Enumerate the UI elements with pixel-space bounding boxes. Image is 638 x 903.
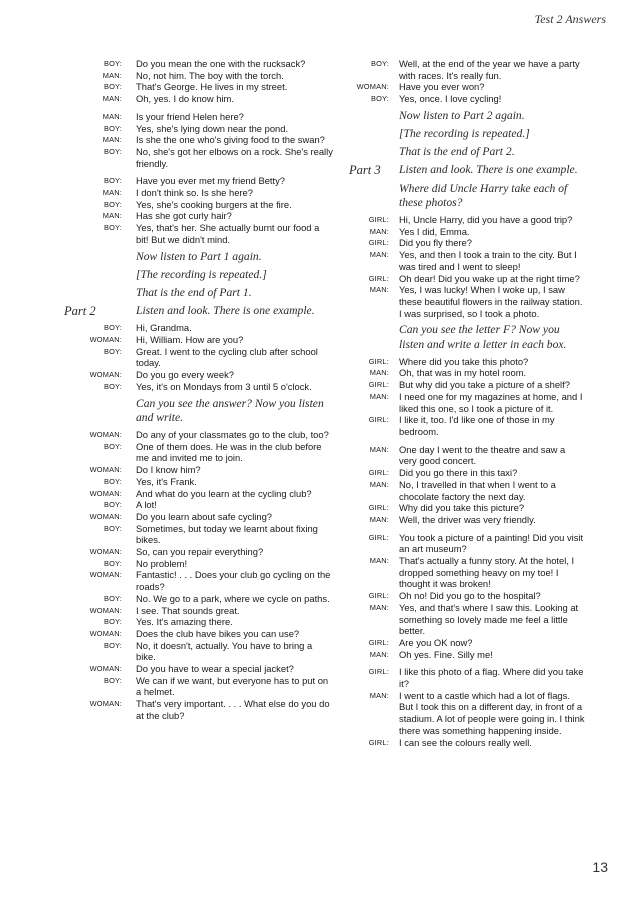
dialogue-text: We can if we want, but everyone has to put on a helmet.: [136, 674, 329, 698]
dialogue-line: [353, 467, 585, 479]
instruction-text: [353, 323, 585, 351]
speaker-label: BOY:: [103, 381, 122, 391]
dialogue-text: Have you ever met my friend Betty?: [136, 175, 286, 187]
dialogue-text: Yes, she's cooking burgers at the fire.: [136, 198, 292, 210]
dialogue-line: [353, 81, 585, 93]
dialogue-text: I went to a castle which had a lot of flags. But I took this on a different day, in front of a stadium. A lot of people were going in. I think there was something happening inside.: [399, 689, 585, 736]
dialogue-text: Yes, that's her. She actually burnt our food a bit! But we didn't mind.: [136, 222, 320, 245]
speaker-label: GIRL:: [368, 468, 389, 478]
dialogue-text: Did you fly there?: [399, 237, 472, 249]
speaker-label: BOY:: [103, 500, 122, 510]
instruction-line: [The recording is repeated.]: [136, 267, 267, 281]
dialogue-line: [62, 488, 334, 500]
dialogue-text: Hi, Uncle Harry, did you have a good trip?: [399, 214, 573, 226]
speaker-label: BOY:: [103, 123, 122, 133]
speaker-label: BOY:: [103, 323, 122, 333]
dialogue-line: [62, 222, 334, 245]
dialogue-line: [353, 237, 585, 249]
dialogue-text: Yes, it's on Mondays from 3 until 5 o'clock.: [136, 380, 312, 392]
speaker-label: MAN:: [102, 211, 122, 221]
dialogue-text: Oh yes. Fine. Silly me!: [399, 648, 493, 660]
dialogue-text: Are you OK now?: [399, 636, 473, 648]
dialogue-text: That's actually a funny story. At the hotel, I dropped something heavy on my toe! I thought it was broken!: [399, 555, 575, 590]
speaker-label: BOY:: [103, 346, 122, 356]
dialogue-line: [62, 58, 334, 70]
instruction-line: Now listen to Part 2 again.: [399, 108, 525, 122]
dialogue-line: [62, 429, 334, 441]
dialogue-text: I need one for my magazines at home, and I liked this one, so I took a picture of it.: [399, 390, 583, 414]
dialogue-line: [62, 369, 334, 381]
dialogue-line: [353, 690, 585, 737]
dialogue-line: [353, 356, 585, 368]
speaker-label: GIRL:: [368, 273, 389, 283]
speaker-label: BOY:: [103, 558, 122, 568]
dialogue-line: [62, 93, 334, 105]
speaker-label: WOMAN:: [89, 429, 122, 439]
speaker-label: BOY:: [103, 476, 122, 486]
dialogue-text: Do you have to wear a special jacket?: [136, 663, 294, 675]
instruction-text: [62, 304, 334, 318]
dialogue-line: [353, 666, 585, 689]
dialogue-text: Do I know him?: [136, 464, 201, 476]
dialogue-line: [62, 322, 334, 334]
dialogue-line: [62, 605, 334, 617]
dialogue-line: [62, 346, 334, 369]
instruction-text: [353, 127, 585, 141]
part-heading: Part 2: [64, 304, 96, 319]
dialogue-text: Fantastic! . . . Does your club go cycling on the roads?: [136, 569, 331, 593]
dialogue-line: [353, 737, 585, 749]
dialogue-text: That's George. He lives in my street.: [136, 81, 288, 93]
dialogue-text: Is she the one who's giving food to the swan?: [136, 134, 325, 146]
speaker-label: BOY:: [103, 146, 122, 156]
instruction-text: [62, 268, 334, 282]
dialogue-line: [353, 391, 585, 414]
instruction-line: Listen and look. There is one example.: [136, 304, 315, 318]
dialogue-text: Yes I did, Emma.: [399, 225, 470, 237]
dialogue-line: [62, 558, 334, 570]
speaker-label: MAN:: [102, 188, 122, 198]
dialogue-line: [62, 381, 334, 393]
instruction-line: Can you see the answer? Now you listen and write.: [136, 396, 324, 424]
speaker-label: BOY:: [103, 176, 122, 186]
speaker-label: BOY:: [103, 82, 122, 92]
dialogue-line: [62, 334, 334, 346]
dialogue-text: Great. I went to the cycling club after school today.: [136, 345, 318, 369]
speaker-label: MAN:: [369, 602, 389, 612]
dialogue-text: But why did you take a picture of a shelf?: [399, 379, 570, 391]
dialogue-text: Well, at the end of the year we have a party with races. It's really fun.: [399, 58, 580, 81]
instruction-text: [349, 163, 585, 178]
speaker-label: BOY:: [103, 593, 122, 603]
speaker-label: BOY:: [103, 523, 122, 533]
speaker-label: BOY:: [103, 640, 122, 650]
dialogue-text: So, can you repair everything?: [136, 546, 264, 558]
dialogue-line: [62, 698, 334, 721]
speaker-label: BOY:: [103, 617, 122, 627]
dialogue-line: [62, 81, 334, 93]
right-column: [349, 58, 585, 748]
speaker-label: WOMAN:: [89, 488, 122, 498]
dialogue-line: [62, 663, 334, 675]
dialogue-line: [353, 602, 585, 637]
speaker-label: MAN:: [369, 226, 389, 236]
speaker-label: BOY:: [370, 94, 389, 104]
instruction-line: Can you see the letter F? Now you listen and write a letter in each box.: [399, 323, 567, 351]
dialogue-text: You took a picture of a painting! Did you visit an art museum?: [399, 531, 584, 555]
speaker-label: GIRL:: [368, 667, 389, 677]
instruction-line: That is the end of Part 1.: [136, 285, 252, 299]
dialogue-line: [353, 93, 585, 105]
dialogue-text: No, not him. The boy with the torch.: [136, 69, 284, 81]
instruction-text: [62, 397, 334, 425]
speaker-label: MAN:: [369, 556, 389, 566]
speaker-label: GIRL:: [368, 380, 389, 390]
dialogue-line: [62, 210, 334, 222]
dialogue-text: I can see the colours really well.: [399, 736, 532, 748]
speaker-label: BOY:: [103, 223, 122, 233]
speaker-label: WOMAN:: [89, 699, 122, 709]
instruction-text: [353, 182, 585, 210]
speaker-label: BOY:: [370, 59, 389, 68]
dialogue-text: No, she's got her elbows on a rock. She's really friendly.: [136, 145, 333, 169]
dialogue-line: [62, 123, 334, 135]
dialogue-line: [62, 640, 334, 663]
instruction-line: Where did Uncle Harry take each of these photos?: [399, 181, 568, 209]
speaker-label: WOMAN:: [89, 465, 122, 475]
dialogue-line: [353, 249, 585, 272]
dialogue-text: Well, the driver was very friendly.: [399, 513, 536, 525]
speaker-label: GIRL:: [368, 503, 389, 513]
dialogue-text: Oh, that was in my hotel room.: [399, 367, 527, 379]
dialogue-line: [353, 284, 585, 319]
dialogue-line: [62, 675, 334, 698]
dialogue-text: Do you mean the one with the rucksack?: [136, 58, 306, 69]
dialogue-text: Is your friend Helen here?: [136, 110, 244, 122]
instruction-line: [The recording is repeated.]: [399, 127, 530, 141]
speaker-label: MAN:: [369, 479, 389, 489]
dialogue-line: [353, 502, 585, 514]
dialogue-line: [62, 628, 334, 640]
speaker-label: WOMAN:: [89, 547, 122, 557]
dialogue-text: One of them does. He was in the club before me and invited me to join.: [136, 440, 322, 464]
speaker-label: GIRL:: [368, 415, 389, 425]
dialogue-line: [353, 414, 585, 437]
part-heading: Part 3: [349, 163, 381, 178]
dialogue-line: [62, 134, 334, 146]
speaker-label: GIRL:: [368, 637, 389, 647]
dialogue-line: [62, 111, 334, 123]
dialogue-text: I don't think so. Is she here?: [136, 187, 253, 199]
dialogue-text: No, I travelled in that when I went to a chocolate factory the next day.: [399, 478, 556, 502]
dialogue-line: [62, 511, 334, 523]
dialogue-text: Oh no! Did you go to the hospital?: [399, 590, 541, 602]
dialogue-text: Yes, I was lucky! When I woke up, I saw these beautiful flowers in the railway station. I was surprised, so I took a photo.: [399, 284, 583, 319]
dialogue-text: Do you learn about safe cycling?: [136, 510, 273, 522]
dialogue-line: [62, 70, 334, 82]
speaker-label: MAN:: [369, 649, 389, 659]
dialogue-text: No, it doesn't, actually. You have to bring a bike.: [136, 639, 313, 663]
dialogue-line: [62, 593, 334, 605]
dialogue-text: That's very important. . . . What else do you do at the club?: [136, 698, 330, 721]
dialogue-line: [62, 199, 334, 211]
speaker-label: MAN:: [369, 285, 389, 295]
speaker-label: GIRL:: [368, 215, 389, 225]
speaker-label: WOMAN:: [89, 664, 122, 674]
dialogue-line: [353, 590, 585, 602]
speaker-label: MAN:: [102, 111, 122, 121]
dialogue-text: Yes. It's amazing there.: [136, 616, 233, 628]
dialogue-line: [353, 226, 585, 238]
dialogue-text: I see. That sounds great.: [136, 604, 240, 616]
speaker-label: GIRL:: [368, 591, 389, 601]
speaker-label: MAN:: [369, 391, 389, 401]
speaker-label: WOMAN:: [89, 370, 122, 380]
dialogue-line: [353, 532, 585, 555]
instruction-line: That is the end of Part 2.: [399, 145, 515, 159]
dialogue-line: [353, 555, 585, 590]
dialogue-line: [62, 523, 334, 546]
speaker-label: WOMAN:: [89, 570, 122, 580]
dialogue-text: Yes, and then I took a train to the city. But I was tired and I went to sleep!: [399, 249, 577, 272]
dialogue-text: Oh, yes. I do know him.: [136, 93, 234, 105]
speaker-label: BOY:: [103, 59, 122, 68]
speaker-label: MAN:: [102, 70, 122, 80]
dialogue-text: I like this photo of a flag. Where did you take it?: [399, 666, 584, 690]
speaker-label: MAN:: [369, 690, 389, 700]
left-column: [62, 58, 334, 722]
dialogue-text: Do any of your classmates go to the club, too?: [136, 428, 329, 440]
speaker-label: MAN:: [369, 250, 389, 260]
dialogue-text: Hi, William. How are you?: [136, 334, 244, 346]
speaker-label: WOMAN:: [89, 511, 122, 521]
dialogue-text: Have you ever won?: [399, 81, 485, 93]
dialogue-text: Has she got curly hair?: [136, 210, 232, 222]
running-header: Test 2 Answers: [534, 12, 606, 26]
dialogue-line: [62, 499, 334, 511]
speaker-label: WOMAN:: [356, 82, 389, 92]
speaker-label: WOMAN:: [89, 605, 122, 615]
dialogue-text: Yes, once. I love cycling!: [399, 93, 502, 105]
dialogue-line: [353, 444, 585, 467]
dialogue-line: [62, 616, 334, 628]
speaker-label: WOMAN:: [89, 628, 122, 638]
dialogue-line: [62, 476, 334, 488]
page-number: 13: [592, 859, 608, 875]
dialogue-text: Sometimes, but today we learnt about fixing bikes.: [136, 522, 318, 546]
speaker-label: MAN:: [369, 514, 389, 524]
speaker-label: MAN:: [369, 444, 389, 454]
speaker-label: BOY:: [103, 441, 122, 451]
speaker-label: MAN:: [369, 368, 389, 378]
dialogue-line: [353, 379, 585, 391]
dialogue-line: [353, 214, 585, 226]
dialogue-line: [353, 514, 585, 526]
instruction-text: [353, 145, 585, 159]
instruction-text: [353, 109, 585, 123]
speaker-label: GIRL:: [368, 532, 389, 542]
dialogue-text: Did you go there in this taxi?: [399, 467, 518, 479]
instruction-text: [62, 286, 334, 300]
dialogue-text: Yes, it's Frank.: [136, 475, 197, 487]
dialogue-line: [62, 175, 334, 187]
speaker-label: GIRL:: [368, 356, 389, 366]
dialogue-text: One day I went to the theatre and saw a very good concert.: [399, 443, 566, 467]
dialogue-line: [353, 637, 585, 649]
dialogue-text: Yes, and that's where I saw this. Looking at something so lovely made me feel a little better.: [399, 601, 579, 637]
dialogue-line: [62, 441, 334, 464]
dialogue-text: Hi, Grandma.: [136, 322, 192, 334]
speaker-label: MAN:: [102, 94, 122, 104]
dialogue-line: [62, 146, 334, 169]
dialogue-text: Do you go every week?: [136, 369, 234, 381]
dialogue-text: Does the club have bikes you can use?: [136, 627, 300, 639]
dialogue-line: [353, 58, 585, 81]
instruction-text: [62, 250, 334, 264]
dialogue-text: No. We go to a park, where we cycle on paths.: [136, 592, 330, 604]
dialogue-text: No problem!: [136, 557, 188, 569]
instruction-line: Now listen to Part 1 again.: [136, 249, 262, 263]
instruction-line: Listen and look. There is one example.: [399, 163, 578, 177]
dialogue-text: And what do you learn at the cycling club?: [136, 487, 312, 499]
dialogue-text: Oh dear! Did you wake up at the right time?: [399, 272, 580, 284]
dialogue-line: [353, 649, 585, 661]
dialogue-text: Why did you take this picture?: [399, 502, 525, 514]
speaker-label: GIRL:: [368, 737, 389, 747]
speaker-label: BOY:: [103, 199, 122, 209]
speaker-label: WOMAN:: [89, 335, 122, 345]
speaker-label: MAN:: [102, 135, 122, 145]
dialogue-text: Where did you take this photo?: [399, 355, 529, 367]
dialogue-line: [353, 367, 585, 379]
dialogue-text: I like it, too. I'd like one of those in my bedroom.: [399, 414, 555, 437]
speaker-label: GIRL:: [368, 238, 389, 248]
speaker-label: BOY:: [103, 675, 122, 685]
dialogue-line: [62, 187, 334, 199]
dialogue-line: [353, 479, 585, 502]
dialogue-line: [62, 546, 334, 558]
dialogue-text: A lot!: [136, 499, 157, 511]
dialogue-line: [62, 569, 334, 592]
dialogue-line: [353, 273, 585, 285]
dialogue-line: [62, 464, 334, 476]
dialogue-text: Yes, she's lying down near the pond.: [136, 122, 289, 134]
